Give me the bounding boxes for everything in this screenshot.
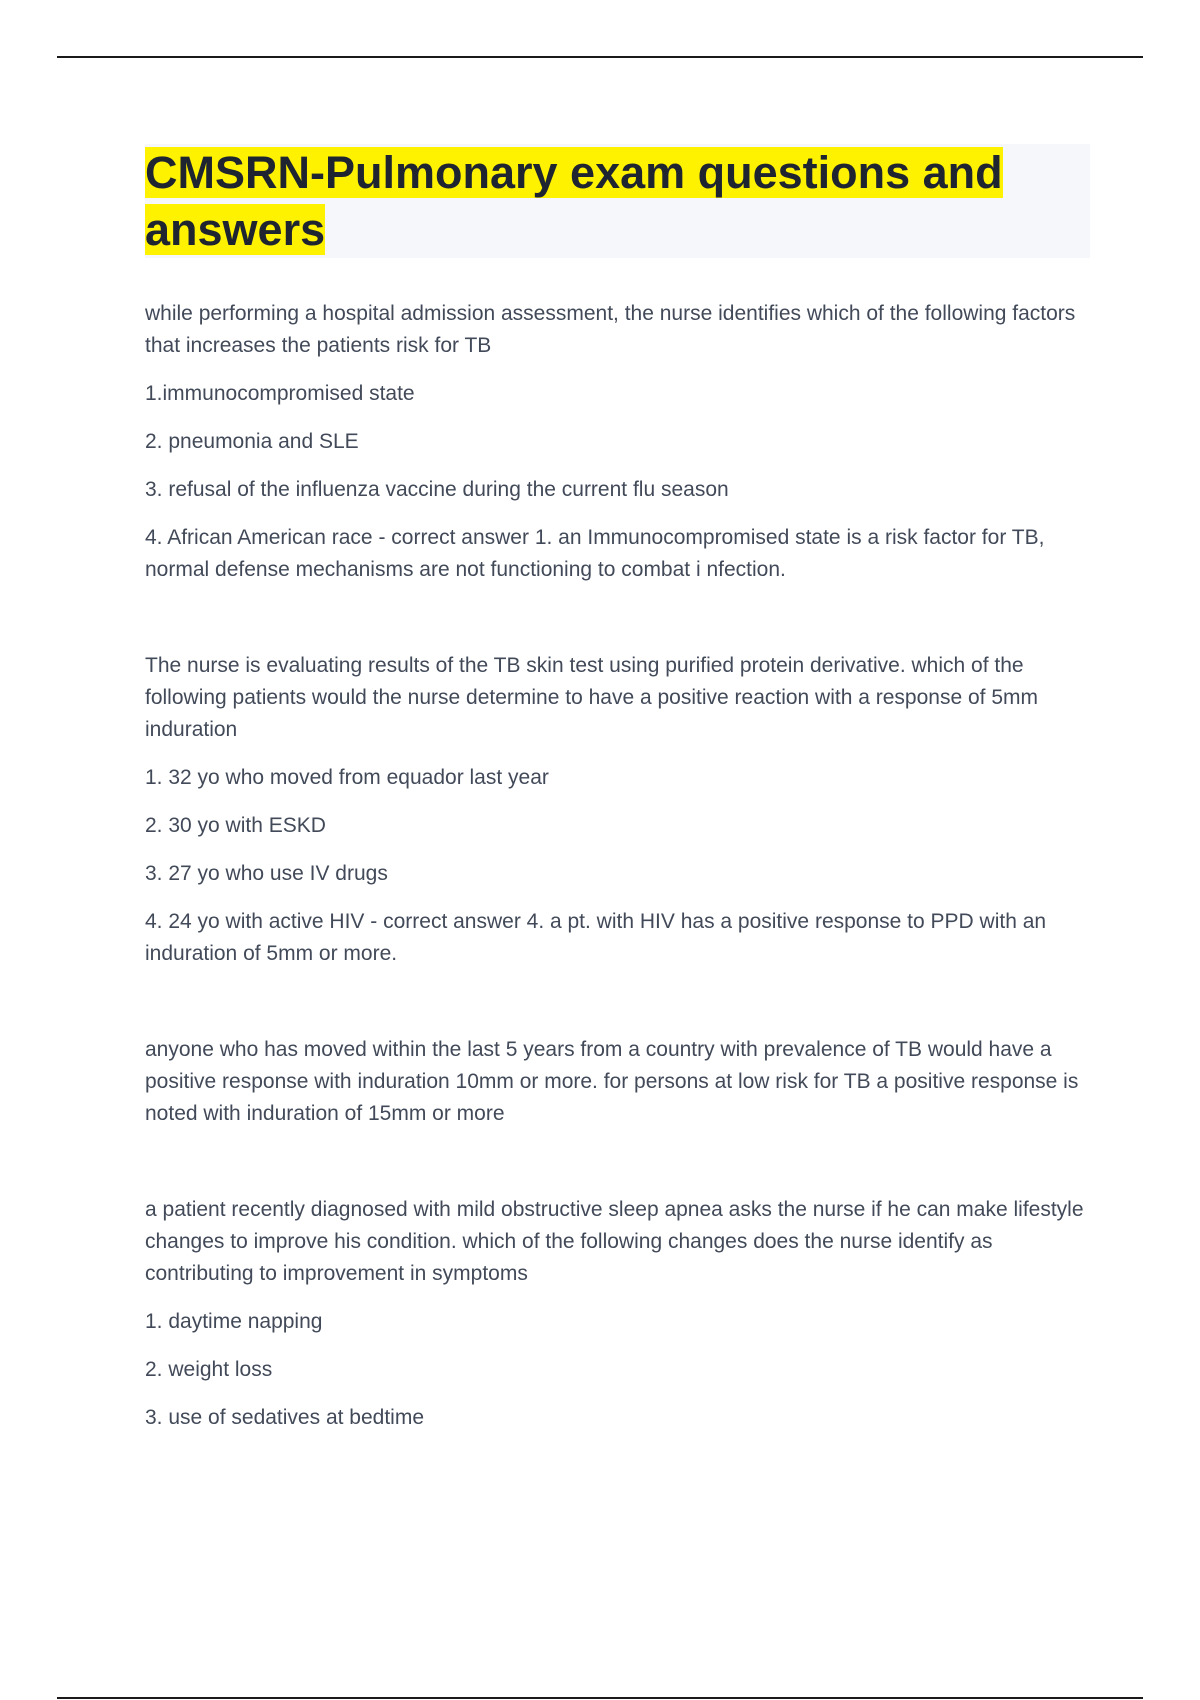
question-text: The nurse is evaluating results of the TB skin test using purified protein derivative. which of the following patients would the nurse determine to have a positive reaction with a response of 5mm induration [145, 654, 1038, 741]
answer-option: 1. 32 yo who moved from equador last year [145, 766, 549, 789]
answer-option: 3. 27 yo who use IV drugs [145, 862, 388, 885]
question-block-3 [145, 1194, 1090, 1434]
answer-option: 4. African American race - correct answer 1. an Immunocompromised state is a risk factor for TB, normal defense mechanisms are not functioning to combat i nfection. [145, 526, 1045, 581]
answer-option: 1. daytime napping [145, 1310, 323, 1333]
answer-option: 2. 30 yo with ESKD [145, 814, 326, 837]
question-text: a patient recently diagnosed with mild obstructive sleep apnea asks the nurse if he can make lifestyle changes to improve his condition. which of the following changes does the nurse identify as contributing to improvement in symptoms [145, 1198, 1084, 1285]
footer-rule [57, 1697, 1143, 1699]
explanation-text: anyone who has moved within the last 5 years from a country with prevalence of TB would have a positive response with induration 10mm or more. for persons at low risk for TB a positive response is noted with induration of 15mm or more [145, 1038, 1079, 1125]
answer-option: 3. refusal of the influenza vaccine during the current flu season [145, 478, 729, 501]
answer-option: 4. 24 yo with active HIV - correct answer 4. a pt. with HIV has a positive response to PPD with an induration of 5mm or more. [145, 910, 1047, 965]
header-rule [57, 56, 1143, 58]
explanation-block [145, 1034, 1090, 1130]
answer-option: 1.immunocompromised state [145, 382, 415, 405]
document-body [145, 144, 1090, 1450]
question-block-1 [145, 298, 1090, 586]
answer-option: 3. use of sedatives at bedtime [145, 1406, 424, 1429]
question-text: while performing a hospital admission assessment, the nurse identifies which of the following factors that increases the patients risk for TB [145, 302, 1076, 357]
title-box [145, 144, 1090, 258]
title-highlight: CMSRN-Pulmonary exam questions and answers [145, 147, 1003, 255]
document-title [145, 144, 1090, 258]
answer-option: 2. pneumonia and SLE [145, 430, 359, 453]
question-block-2 [145, 650, 1090, 970]
answer-option: 2. weight loss [145, 1358, 273, 1381]
